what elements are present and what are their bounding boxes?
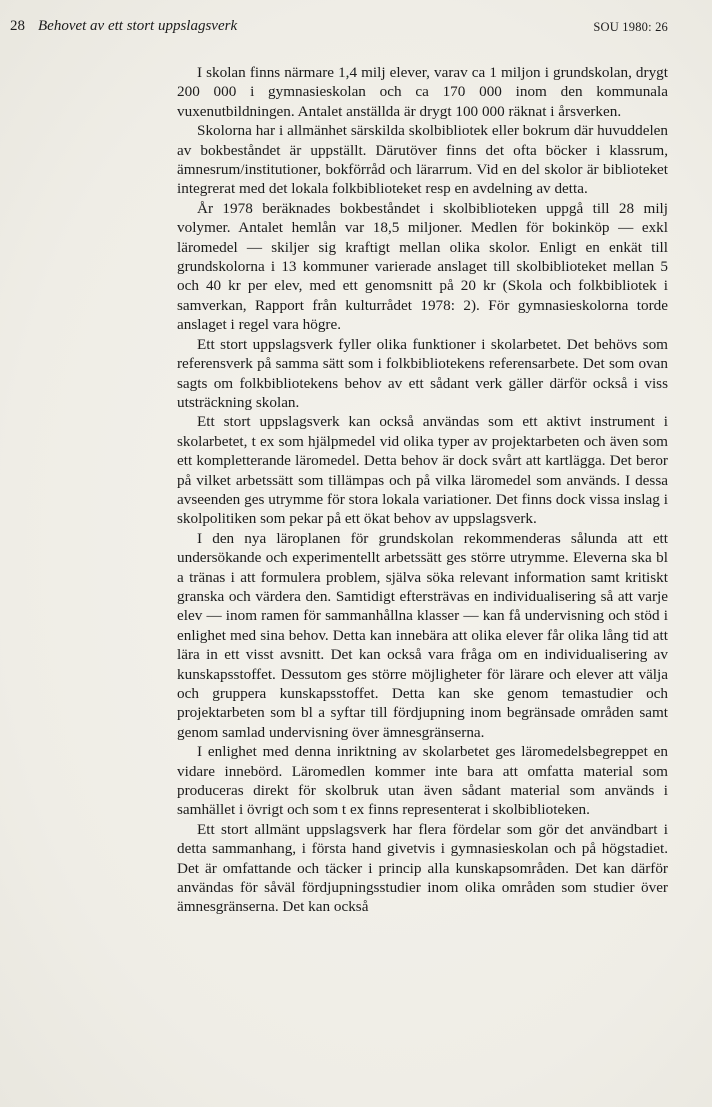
series-label: SOU 1980: 26 [593, 20, 668, 34]
body-text [177, 63, 668, 917]
page-number: 28 [10, 18, 25, 34]
paragraph: I enlighet med denna inriktning av skolarbetet ges läromedelsbegreppet en vidare innebörd. Läromedlen kommer inte bara att omfatta material som produceras direkt för skolbruk utan även sådant material som används i samhället i övrigt och som t ex finns representerat i skolbiblioteken. [177, 743, 668, 819]
paragraph: Skolorna har i allmänhet särskilda skolbibliotek eller bokrum där huvuddelen av bokbeståndet är uppställt. Därutöver finns det ofta böcker i klassrum, ämnesrum/institutioner, bokförråd och lärarrum. Vid en del skolor är biblioteket integrerat med det lokala folkbiblioteket resp en avdelning av detta. [177, 122, 668, 198]
page-header [10, 18, 668, 40]
paragraph: I skolan finns närmare 1,4 milj elever, varav ca 1 miljon i grundskolan, drygt 200 000 i gymnasieskolan och ca 170 000 inom den kommunala vuxenutbildningen. Antalet anställda är drygt 100 000 räknat i årsverken. [177, 64, 668, 120]
paragraph: I den nya läroplanen för grundskolan rekommenderas sålunda att ett undersökande och experimentellt arbetssätt ges större utrymme. Eleverna ska bl a tränas i att formulera problem, själva söka relevant information samt kritiskt granska och värdera den. Samtidigt eftersträvas en individualisering så att varje elev — inom ramen för sammanhållna klasser — kan få undervisning och stöd i enlighet med sina behov. Detta kan innebära att olika elever får olika lång tid att lära in ett visst avsnitt. Det kan också vara fråga om en individualisering av kunskapsstoffet. Dessutom ges större möjligheter för lärare och elever att välja och gruppera kunskapsstoffet. Detta kan ske genom temastudier och projektarbeten som bl a syftar till fördjupning inom begränsade områden samt genom samlad undervisning över ämnesgränserna. [177, 529, 668, 741]
paragraph: Ett stort uppslagsverk fyller olika funktioner i skolarbetet. Det behövs som referensverk på samma sätt som i folkbibliotekens referensarbete. Det som ovan sagts om folkbibliotekens behov av ett sådant verk gäller därför också i viss utsträckning skolan. [177, 335, 668, 411]
running-title: Behovet av ett stort uppslagsverk [38, 18, 238, 34]
paragraph: Ett stort uppslagsverk kan också användas som ett aktivt instrument i skolarbetet, t ex som hjälpmedel vid olika typer av projektarbeten och även som ett kompletterande läromedel. Detta behov är dock svårt att kartlägga. Det beror på vilket arbetssätt som tillämpas och på vilka läromedel som används. I dessa avseenden ges utrymme för stora lokala variationer. Det finns dock vissa inslag i skolpolitiken som pekar på ett ökat behov av uppslagsverk. [177, 413, 668, 528]
paragraph: Ett stort allmänt uppslagsverk har flera fördelar som gör det användbart i detta sammanhang, i första hand givetvis i gymnasieskolan och på högstadiet. Det är omfattande och täcker i princip alla kunskapsområden. Det kan därför användas för såväl fördjupningsstudier inom olika områden som studier över ämnesgränserna. Det kan också [177, 820, 668, 916]
paragraph: År 1978 beräknades bokbeståndet i skolbiblioteken uppgå till 28 milj volymer. Antalet hemlån var 18,5 miljoner. Medlen för bokinköp — exkl läromedel — skiljer sig kraftigt mellan olika skolor. Enligt en enkät till grundskolorna i 13 kommuner varierade anslaget till skolbiblioteket mellan 5 och 40 kr per elev, med ett genomsnitt på 20 kr (Skola och folkbibliotek i samverkan, Rapport från kulturrådet 1978: 2). För gymnasieskolorna torde anslaget i regel vara högre. [177, 199, 668, 334]
